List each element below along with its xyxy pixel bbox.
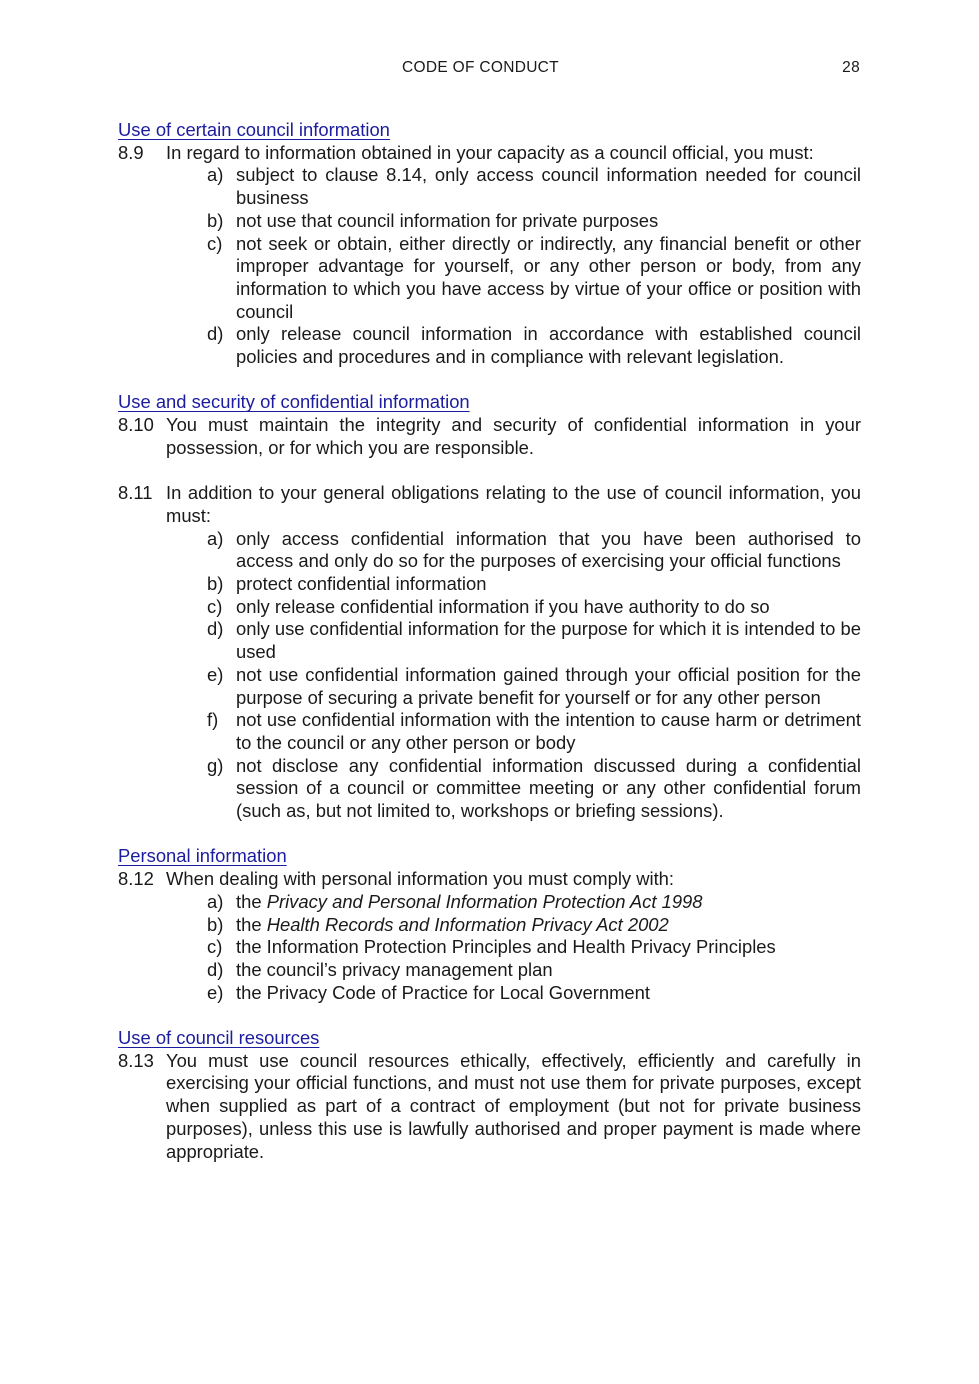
clause-8-12 bbox=[118, 868, 861, 891]
item-prefix: the bbox=[236, 913, 267, 935]
clause-number: 8.10 bbox=[118, 414, 154, 436]
item-letter: d) bbox=[207, 618, 224, 640]
list-item bbox=[118, 959, 861, 982]
clause-8-11 bbox=[118, 482, 861, 527]
section-heading-confidential-information: Use and security of confidential information bbox=[118, 391, 470, 413]
list-item bbox=[118, 573, 861, 596]
item-letter: e) bbox=[207, 663, 224, 685]
clause-8-11-items bbox=[118, 528, 861, 823]
item-text: not seek or obtain, either directly or indirectly, any financial benefit or other improper advantage for yourself, or any other person or body, from any information to which you have access by virtue of your office or position with council bbox=[236, 232, 861, 322]
clause-text: In regard to information obtained in your capacity as a council official, you must: bbox=[166, 141, 814, 163]
list-item bbox=[118, 233, 861, 324]
item-text: not use confidential information with the intention to cause harm or detriment to the council or any other person or body bbox=[236, 709, 861, 753]
clause-text: When dealing with personal information you must comply with: bbox=[166, 868, 675, 890]
act-title: Health Records and Information Privacy Act 2002 bbox=[266, 913, 669, 935]
clause-number: 8.11 bbox=[118, 482, 153, 504]
item-prefix: the bbox=[236, 890, 267, 912]
item-text: only use confidential information for the purpose for which it is intended to be used bbox=[236, 618, 861, 663]
clause-8-12-items bbox=[118, 891, 861, 1005]
clause-8-13 bbox=[118, 1050, 861, 1164]
item-letter: c) bbox=[207, 595, 223, 617]
item-text: only release confidential information if you have authority to do so bbox=[236, 595, 770, 617]
list-item bbox=[118, 709, 861, 754]
item-letter: a) bbox=[207, 890, 224, 912]
section-heading-council-resources: Use of council resources bbox=[118, 1027, 320, 1049]
list-item bbox=[118, 210, 861, 233]
item-letter: d) bbox=[207, 958, 224, 980]
section-heading-council-information: Use of certain council information bbox=[118, 119, 390, 140]
clause-text: In addition to your general obligations relating to the use of council information, you must: bbox=[166, 482, 861, 526]
item-letter: f) bbox=[207, 709, 219, 731]
clause-text: You must use council resources ethically, effectively, efficiently and carefully in exercising your official functions, and must not use them for private purposes, except when supplied as part of a contract of employment (but not for private business purposes), unless this use is lawfully authorised and proper payment is made where appropriate. bbox=[166, 1049, 861, 1162]
spacer bbox=[118, 369, 861, 392]
page-number: 28 bbox=[842, 59, 860, 76]
item-letter: g) bbox=[207, 754, 224, 776]
clause-text: You must maintain the integrity and security of confidential information in your possession, or for which you are responsible. bbox=[166, 414, 861, 458]
item-letter: d) bbox=[207, 323, 224, 345]
list-item bbox=[118, 982, 861, 1005]
document-title: CODE OF CONDUCT bbox=[402, 59, 559, 76]
item-letter: b) bbox=[207, 573, 224, 595]
spacer bbox=[118, 823, 861, 846]
item-text: not use that council information for private purposes bbox=[236, 209, 659, 231]
section-heading-personal-information: Personal information bbox=[118, 845, 287, 867]
item-text: not disclose any confidential information discussed during a confidential session of a council or committee meeting or any other confidential forum (such as, but not limited to, workshops or briefing sessions). bbox=[236, 754, 861, 822]
item-letter: b) bbox=[207, 913, 224, 935]
clause-number: 8.12 bbox=[118, 868, 154, 890]
item-letter: a) bbox=[207, 527, 224, 549]
clause-8-10 bbox=[118, 414, 861, 459]
item-letter: a) bbox=[207, 164, 224, 186]
item-letter: c) bbox=[207, 232, 223, 254]
clause-number: 8.9 bbox=[118, 141, 144, 163]
list-item bbox=[118, 323, 861, 368]
item-text: the council’s privacy management plan bbox=[236, 958, 553, 980]
item-text: the Information Protection Principles and Health Privacy Principles bbox=[236, 936, 776, 958]
item-letter: e) bbox=[207, 981, 224, 1003]
act-title: Privacy and Personal Information Protection Act 1998 bbox=[266, 890, 703, 912]
list-item bbox=[118, 914, 861, 937]
running-header bbox=[0, 59, 979, 79]
item-text: the Privacy Code of Practice for Local Government bbox=[236, 981, 650, 1003]
list-item bbox=[118, 528, 861, 573]
spacer bbox=[118, 1004, 861, 1027]
list-item bbox=[118, 755, 861, 823]
list-item bbox=[118, 664, 861, 709]
item-text: subject to clause 8.14, only access council information needed for council business bbox=[236, 164, 861, 209]
spacer bbox=[118, 460, 861, 483]
clause-8-9 bbox=[118, 142, 861, 165]
item-text: only access confidential information that you have been authorised to access and only do so for the purposes of exercising your official functions bbox=[236, 527, 861, 572]
list-item bbox=[118, 891, 861, 914]
clause-number: 8.13 bbox=[118, 1049, 154, 1071]
item-text: only release council information in accordance with established council policies and procedures and in compliance with relevant legislation. bbox=[236, 323, 861, 368]
page-content bbox=[118, 119, 861, 1163]
item-text: protect confidential information bbox=[236, 573, 487, 595]
list-item bbox=[118, 164, 861, 209]
clause-8-9-items bbox=[118, 164, 861, 368]
list-item bbox=[118, 618, 861, 663]
list-item bbox=[118, 596, 861, 619]
item-letter: c) bbox=[207, 936, 223, 958]
item-text: not use confidential information gained through your official position for the purpose of securing a private benefit for yourself or for any other person bbox=[236, 663, 861, 708]
list-item bbox=[118, 936, 861, 959]
item-letter: b) bbox=[207, 209, 224, 231]
